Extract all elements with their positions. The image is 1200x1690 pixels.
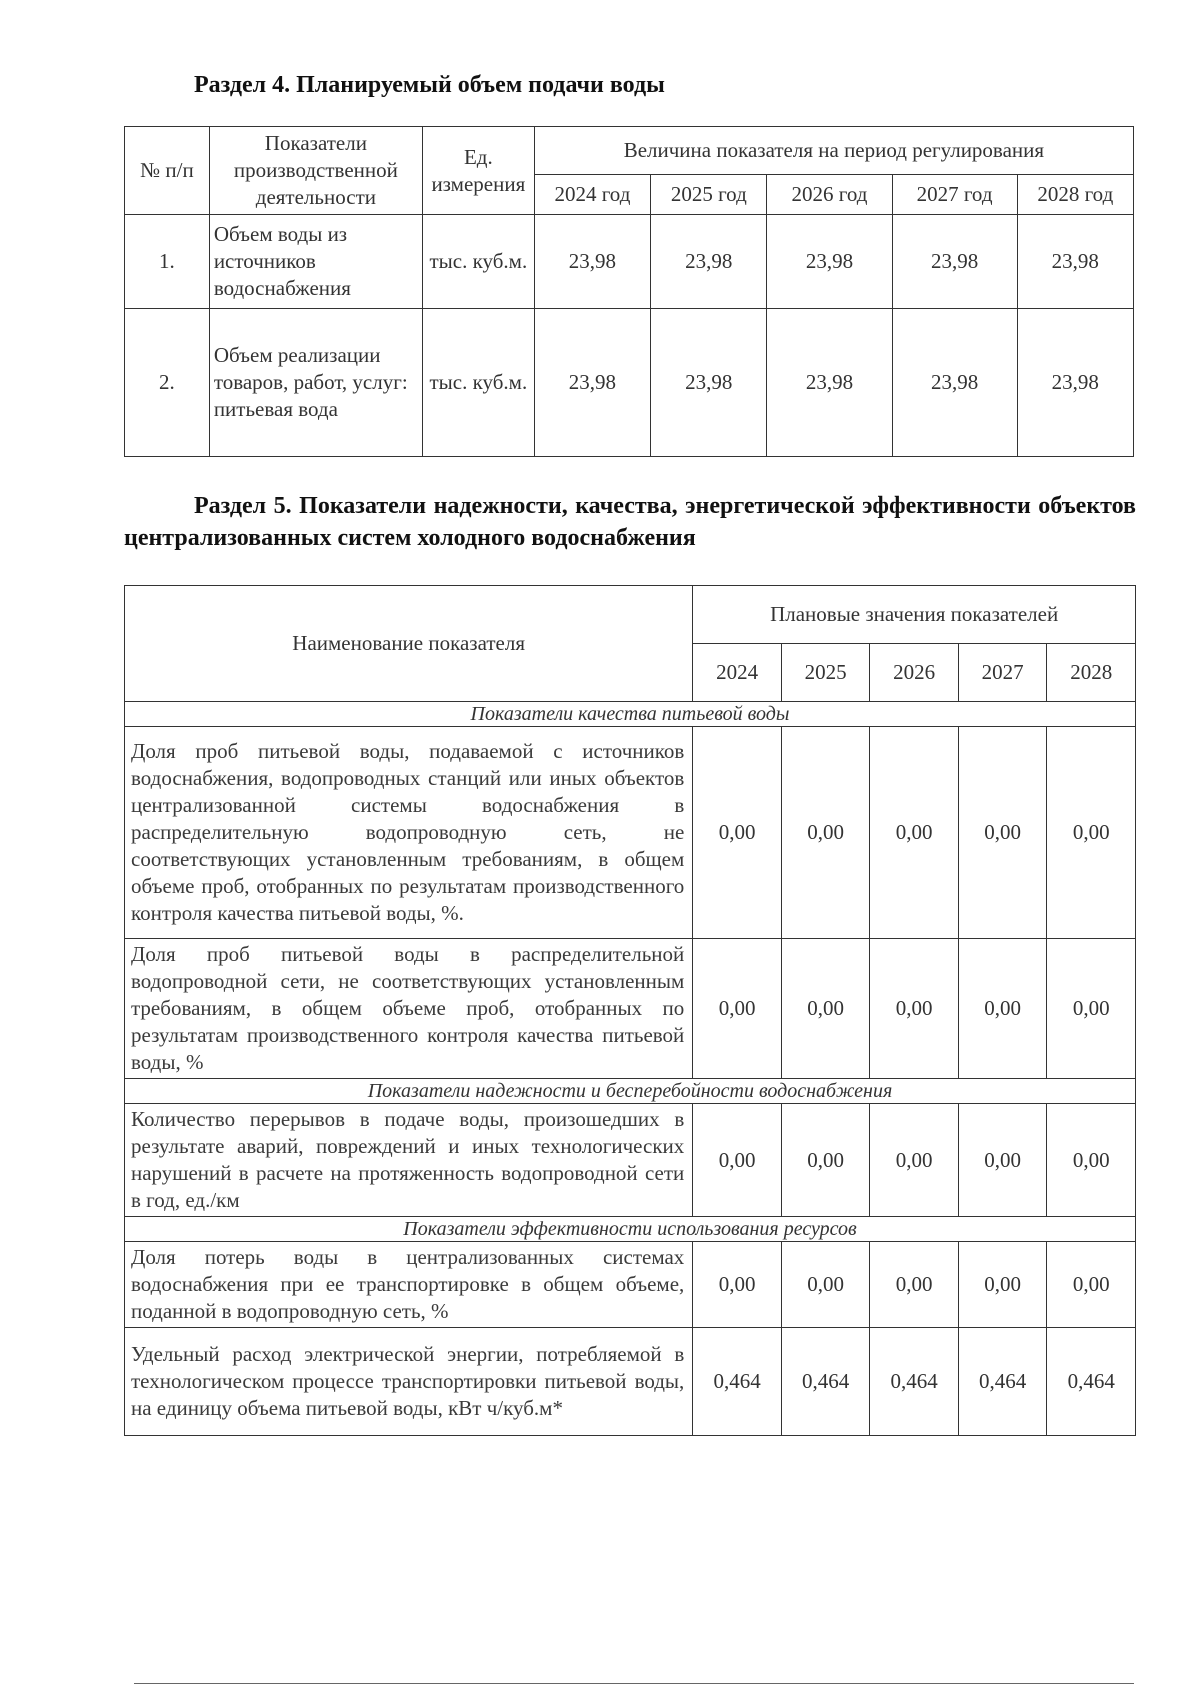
indicator-value: 0,464	[958, 1328, 1047, 1436]
group-title: Показатели эффективности использования ресурсов	[125, 1217, 1136, 1242]
row-value: 23,98	[651, 215, 767, 309]
table-row	[125, 939, 1136, 1079]
indicator-value: 0,00	[1047, 1104, 1136, 1217]
header-year: 2026	[870, 644, 959, 702]
header-unit: Ед. измерения	[422, 127, 534, 215]
indicator-value: 0,00	[870, 727, 959, 939]
table-row	[125, 727, 1136, 939]
table-row	[125, 1328, 1136, 1436]
indicator-value: 0,00	[870, 939, 959, 1079]
indicator-value: 0,00	[1047, 1242, 1136, 1328]
header-year: 2028 год	[1017, 175, 1133, 215]
header-name: Наименование показателя	[125, 586, 693, 702]
row-num: 1.	[125, 215, 210, 309]
indicator-value: 0,00	[958, 939, 1047, 1079]
indicator-value: 0,00	[693, 939, 782, 1079]
row-unit: тыс. куб.м.	[422, 309, 534, 457]
header-year: 2024 год	[534, 175, 650, 215]
indicator-value: 0,00	[958, 727, 1047, 939]
header-year: 2028	[1047, 644, 1136, 702]
indicator-value: 0,00	[781, 727, 870, 939]
indicator-value: 0,00	[781, 939, 870, 1079]
indicator-value: 0,464	[1047, 1328, 1136, 1436]
header-planned: Плановые значения показателей	[693, 586, 1136, 644]
indicator-value: 0,464	[693, 1328, 782, 1436]
group-title: Показатели надежности и бесперебойности водоснабжения	[125, 1079, 1136, 1104]
header-year: 2024	[693, 644, 782, 702]
header-period: Величина показателя на период регулирования	[534, 127, 1133, 175]
row-value: 23,98	[534, 215, 650, 309]
indicator-value: 0,464	[781, 1328, 870, 1436]
indicator-name: Доля проб питьевой воды, подаваемой с источников водоснабжения, водопроводных станций или иных объектов централизованной системы водоснабжения в распределительную водопроводную сеть, не соответствующих установленным требованиям, в общем объеме проб, отобранных по результатам производственного контроля качества питьевой воды, %.	[125, 727, 693, 939]
row-value: 23,98	[892, 215, 1017, 309]
row-value: 23,98	[651, 309, 767, 457]
indicator-value: 0,00	[1047, 727, 1136, 939]
reliability-quality-table	[124, 585, 1136, 1436]
row-value: 23,98	[892, 309, 1017, 457]
planned-water-supply-table	[124, 126, 1134, 457]
indicator-name: Доля потерь воды в централизованных системах водоснабжения при ее транспортировке в общем объеме, поданной в водопроводную сеть, %	[125, 1242, 693, 1328]
indicator-value: 0,00	[958, 1242, 1047, 1328]
indicator-value: 0,00	[693, 1104, 782, 1217]
header-year: 2027 год	[892, 175, 1017, 215]
row-num: 2.	[125, 309, 210, 457]
section-5-title: Раздел 5. Показатели надежности, качества, энергетической эффективности объектов централизованных систем холодного водоснабжения	[124, 493, 1136, 551]
indicator-value: 0,00	[781, 1242, 870, 1328]
row-value: 23,98	[1017, 309, 1133, 457]
indicator-value: 0,00	[693, 727, 782, 939]
indicator-value: 0,00	[870, 1104, 959, 1217]
indicator-name: Удельный расход электрической энергии, потребляемой в технологическом процессе транспортировки питьевой воды, на единицу объема питьевой воды, кВт ч/куб.м*	[125, 1328, 693, 1436]
row-value: 23,98	[767, 309, 892, 457]
table-row	[125, 1104, 1136, 1217]
row-unit: тыс. куб.м.	[422, 215, 534, 309]
header-num: № п/п	[125, 127, 210, 215]
row-value: 23,98	[1017, 215, 1133, 309]
indicator-value: 0,00	[1047, 939, 1136, 1079]
header-year: 2027	[958, 644, 1047, 702]
row-value: 23,98	[534, 309, 650, 457]
indicator-name: Количество перерывов в подаче воды, произошедших в результате аварий, повреждений и иных технологических нарушений в расчете на протяженность водопроводной сети в год, ед./км	[125, 1104, 693, 1217]
table-row	[125, 1242, 1136, 1328]
row-name: Объем реализации товаров, работ, услуг: питьевая вода	[209, 309, 422, 457]
indicator-value: 0,464	[870, 1328, 959, 1436]
header-year: 2026 год	[767, 175, 892, 215]
page-bottom-divider	[134, 1683, 1134, 1684]
header-year: 2025 год	[651, 175, 767, 215]
indicator-value: 0,00	[781, 1104, 870, 1217]
group-title: Показатели качества питьевой воды	[125, 702, 1136, 727]
indicator-value: 0,00	[958, 1104, 1047, 1217]
indicator-value: 0,00	[693, 1242, 782, 1328]
indicator-name: Доля проб питьевой воды в распределительной водопроводной сети, не соответствующих установленным требованиям, в общем объеме проб, отобранных по результатам производственного контроля качества питьевой воды, %	[125, 939, 693, 1079]
table-row	[125, 215, 1134, 309]
table-row	[125, 309, 1134, 457]
header-indicator: Показатели производственной деятельности	[209, 127, 422, 215]
row-name: Объем воды из источников водоснабжения	[209, 215, 422, 309]
indicator-value: 0,00	[870, 1242, 959, 1328]
section-4-title: Раздел 4. Планируемый объем подачи воды	[194, 72, 665, 98]
header-year: 2025	[781, 644, 870, 702]
row-value: 23,98	[767, 215, 892, 309]
